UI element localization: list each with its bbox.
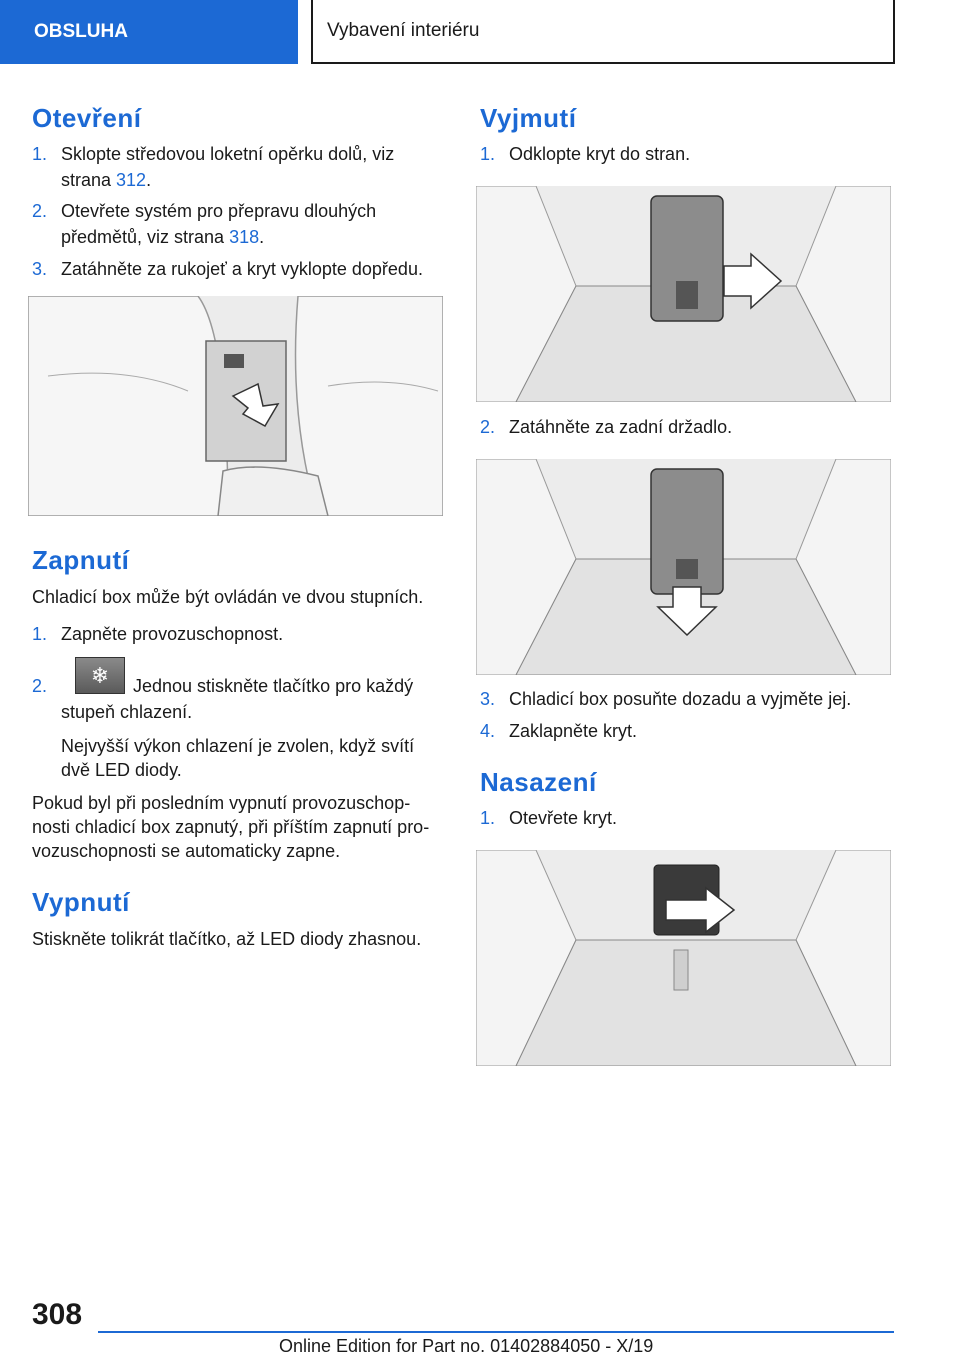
note-text-cont: dvě LED diody. xyxy=(61,760,182,780)
paragraph-line: nosti chladicí box zapnutý, při příštím zapnutí pro- xyxy=(32,817,430,837)
chapter-label: Vybavení interiéru xyxy=(327,20,480,41)
heading-remove: Vyjmutí xyxy=(480,103,577,133)
step-text: Sklopte středovou loketní opěrku dolů, viz xyxy=(61,144,395,164)
heading-insert: Nasazení xyxy=(480,767,597,797)
step-text: Jednou stiskněte tlačítko pro každý xyxy=(133,676,414,696)
step-text: Zatáhněte za zadní držadlo. xyxy=(509,417,733,437)
trunk-handle-illustration xyxy=(476,459,891,675)
step-text: Odklopte kryt do stran. xyxy=(509,144,691,164)
step-text-cont: strana 312. xyxy=(61,170,152,190)
footer-divider xyxy=(98,1331,894,1333)
edition-text: Online Edition for Part no. 01402884050 - X/19 xyxy=(279,1336,654,1356)
heading-switch-on: Zapnutí xyxy=(32,545,130,575)
armrest-illustration xyxy=(28,296,443,516)
intro-text: Chladicí box může být ovládán ve dvou stupních. xyxy=(32,587,424,607)
step-text: Zaklapněte kryt. xyxy=(509,721,638,741)
page-number: 308 xyxy=(32,1298,83,1331)
step-number: 2. xyxy=(480,417,496,437)
open-cover-illustration xyxy=(476,850,891,1066)
trunk-cover-illustration xyxy=(476,186,891,402)
paragraph-line: vozuschopnosti se automaticky zapne. xyxy=(32,841,341,861)
section-label: OBSLUHA xyxy=(34,21,128,42)
step-text: Zapněte provozuschopnost. xyxy=(61,624,284,644)
cooling-button-icon: ❄ xyxy=(75,657,125,694)
step-number: 3. xyxy=(480,689,496,709)
off-text: Stiskněte tolikrát tlačítko, až LED diody zhasnou. xyxy=(32,929,422,949)
step-number: 4. xyxy=(480,721,496,741)
section-tab xyxy=(0,0,298,64)
step-number: 1. xyxy=(480,144,496,164)
heading-switch-off: Vypnutí xyxy=(32,887,130,917)
step-number: 1. xyxy=(480,808,496,828)
step-number: 3. xyxy=(32,259,48,279)
step-number: 2. xyxy=(32,676,48,696)
page-link-312[interactable]: 312 xyxy=(116,170,147,190)
chapter-header xyxy=(311,0,895,64)
heading-open: Otevření xyxy=(32,103,142,133)
step-number: 2. xyxy=(32,201,48,221)
page-link-318[interactable]: 318 xyxy=(229,227,260,247)
paragraph-line: Pokud byl při posledním vypnutí provozuschop- xyxy=(32,793,411,813)
step-text-cont: stupeň chlazení. xyxy=(61,702,193,722)
step-text-cont: předmětů, viz strana 318. xyxy=(61,227,265,247)
step-text: Otevřete systém pro přepravu dlouhých xyxy=(61,201,377,221)
step-number: 1. xyxy=(32,624,48,644)
note-text: Nejvyšší výkon chlazení je zvolen, když svítí xyxy=(61,736,415,756)
step-number: 1. xyxy=(32,144,48,164)
step-text: Zatáhněte za rukojeť a kryt vyklopte dopředu. xyxy=(61,259,423,279)
step-text: Otevřete kryt. xyxy=(509,808,618,828)
step-text: Chladicí box posuňte dozadu a vyjměte jej. xyxy=(509,689,852,709)
